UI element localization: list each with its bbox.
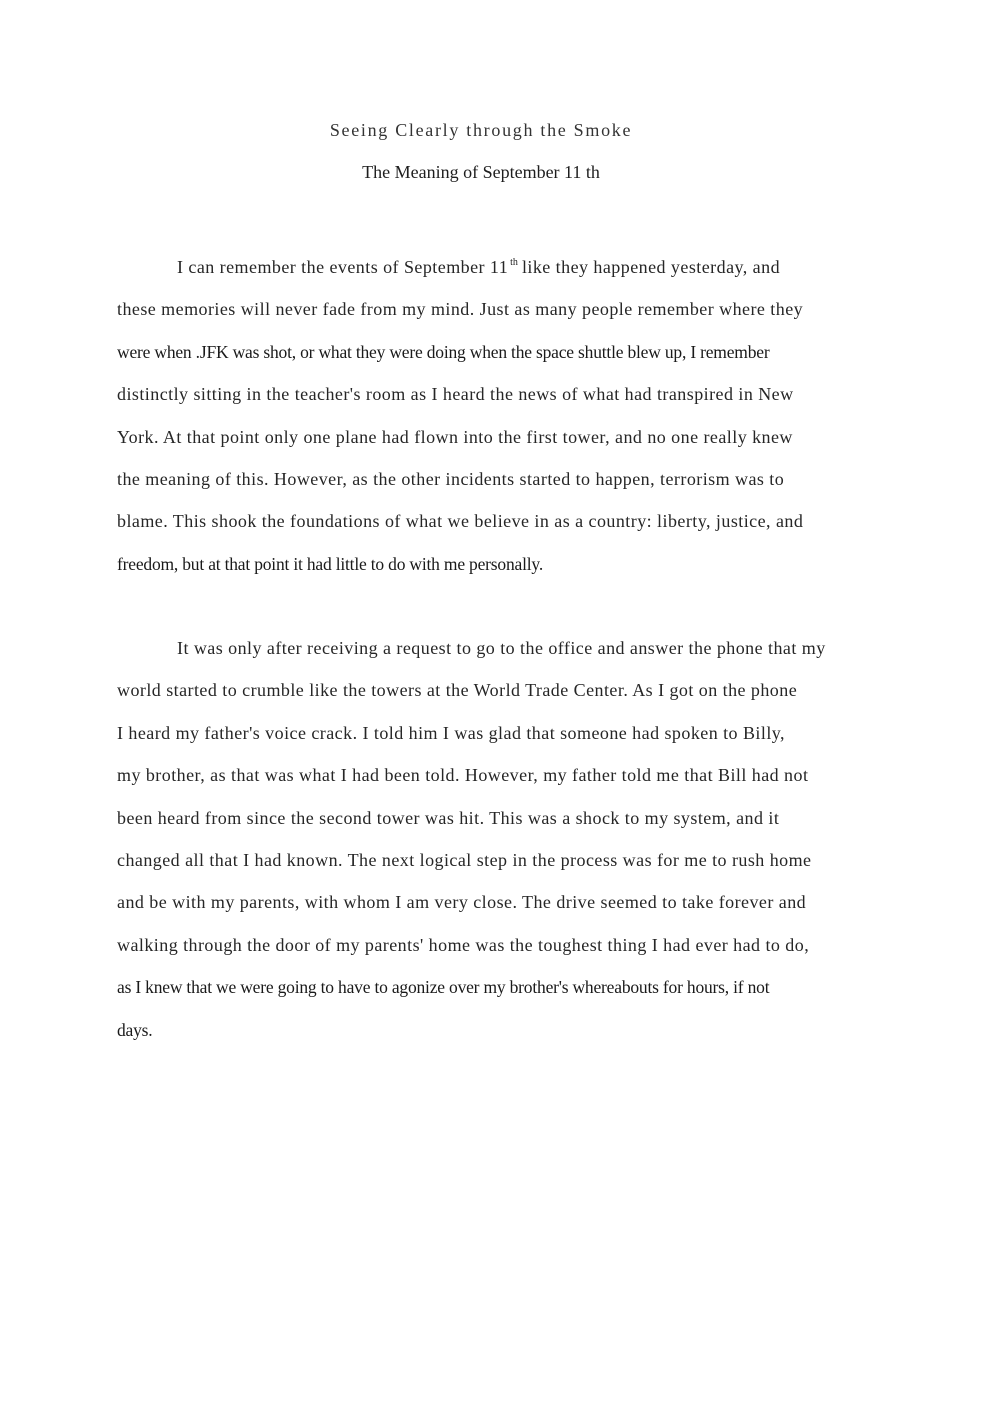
document-subtitle: The Meaning of September 11 th: [362, 162, 600, 182]
paragraph-line: world started to crumble like the towers at the World Trade Center. As I got on the phone: [117, 680, 798, 701]
paragraph-line: days.: [117, 1019, 153, 1040]
paragraph-line: were when .JFK was shot, or what they were doing when the space shuttle blew up, I remember: [117, 341, 770, 362]
paragraph-line: as I knew that we were going to have to agonize over my brother's whereabouts for hours, if not: [117, 977, 770, 998]
document-title: Seeing Clearly through the Smoke: [329, 120, 633, 140]
paragraph-line: walking through the door of my parents' home was the toughest thing I had ever had to do,: [117, 934, 810, 955]
line-text: I can remember the events of September 11: [177, 257, 509, 277]
paragraph-line: York. At that point only one plane had flown into the first tower, and no one really knew: [117, 426, 793, 447]
ordinal-superscript: th: [510, 257, 518, 268]
paragraph-line: changed all that I had known. The next logical step in the process was for me to rush home: [117, 849, 812, 870]
paragraph-line: these memories will never fade from my mind. Just as many people remember where they: [117, 299, 804, 320]
paragraph-line: It was only after receiving a request to go to the office and answer the phone that my: [177, 638, 826, 658]
paragraph-line: the meaning of this. However, as the other incidents started to happen, terrorism was to: [117, 468, 785, 489]
paragraph-1: [117, 253, 857, 592]
paragraph-line: [117, 253, 857, 295]
paragraph-line: blame. This shook the foundations of what we believe in as a country: liberty, justice, and: [117, 511, 804, 532]
paragraph-line: freedom, but at that point it had little to do with me personally.: [117, 553, 543, 574]
paragraph-line: my brother, as that was what I had been told. However, my father told me that Bill had not: [117, 765, 809, 786]
paragraph-line: distinctly sitting in the teacher's room as I heard the news of what had transpired in New: [117, 384, 794, 405]
paragraph-line: I heard my father's voice crack. I told him I was glad that someone had spoken to Billy,: [117, 722, 786, 743]
paragraph-line: and be with my parents, with whom I am very close. The drive seemed to take forever and: [117, 892, 807, 913]
paragraph-2: [117, 634, 857, 1058]
paragraph-line: been heard from since the second tower was hit. This was a shock to my system, and it: [117, 807, 780, 828]
line-text: like they happened yesterday, and: [521, 257, 781, 277]
